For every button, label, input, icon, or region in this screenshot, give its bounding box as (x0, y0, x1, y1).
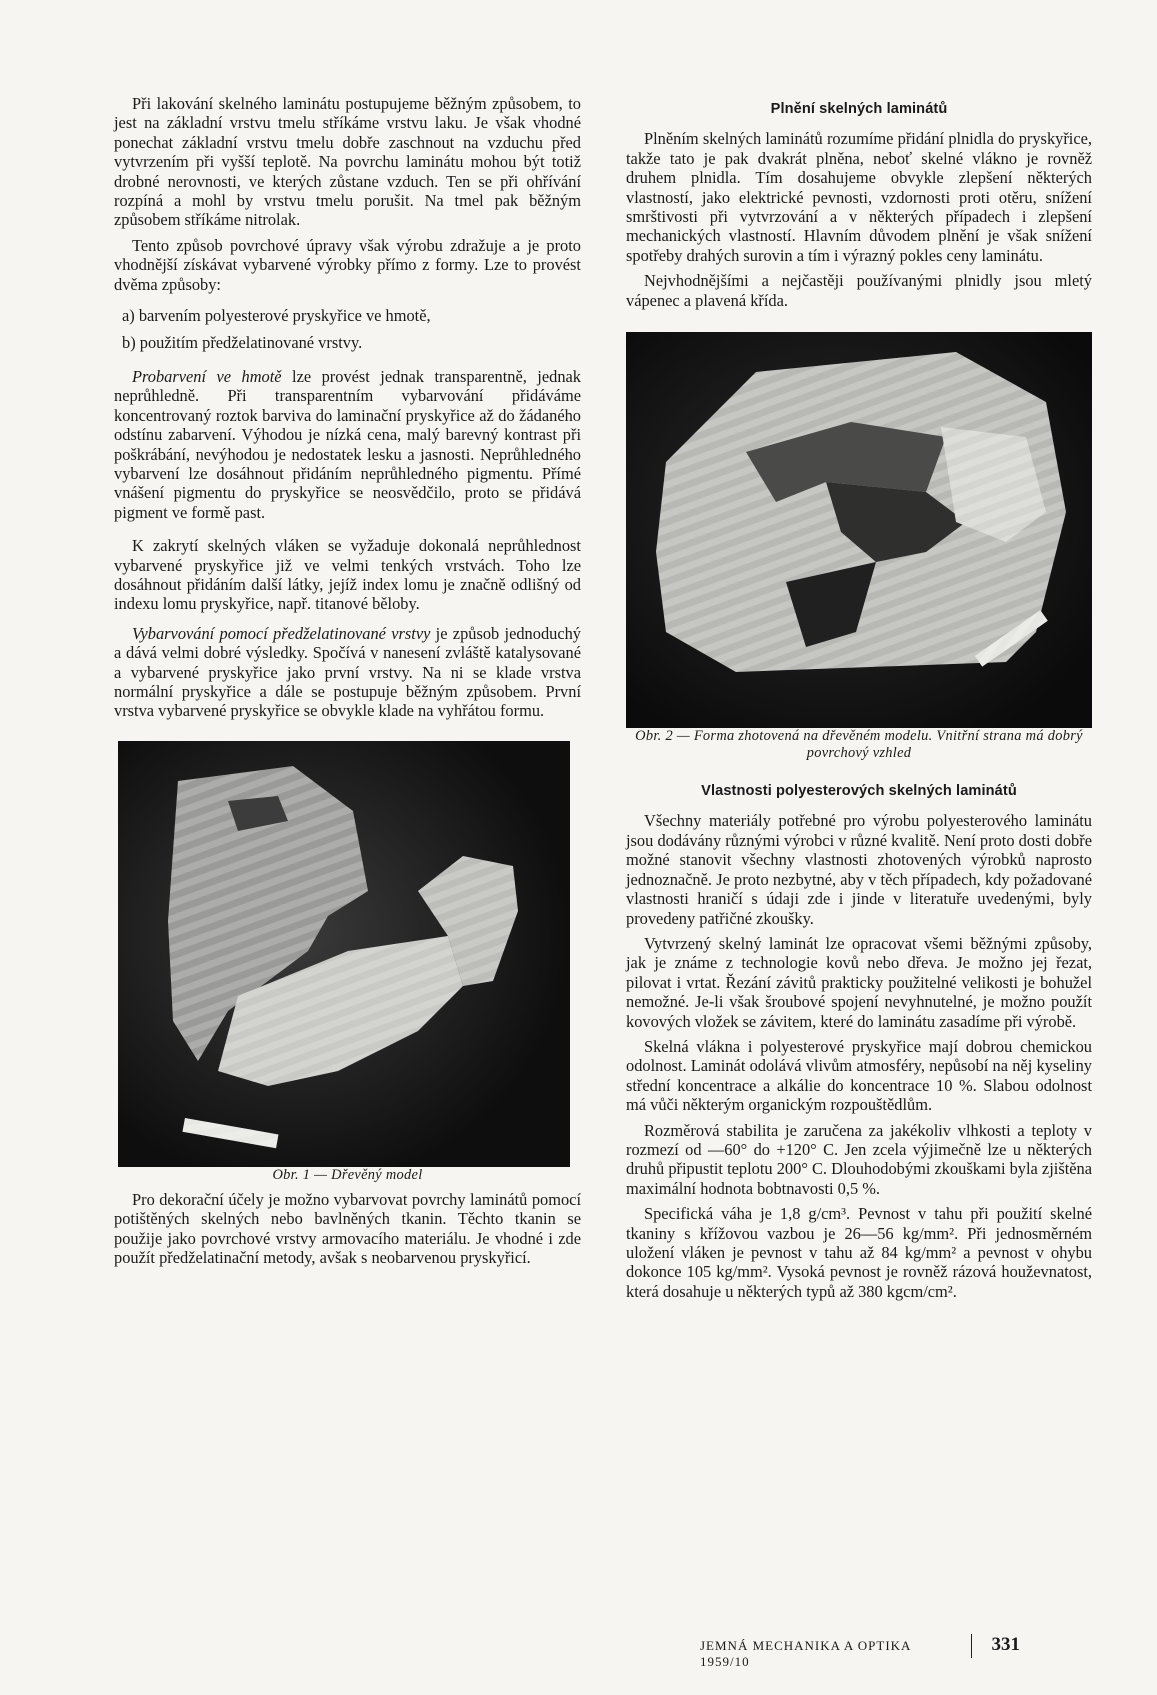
figure-2-mold-photo (626, 332, 1092, 728)
paragraph (114, 624, 581, 721)
paragraph: Všechny materiály potřebné pro výrobu polyesterového laminátu jsou dodávány různými výrobci v různé kvalitě. Není proto dosti dobře možné stanovit všechny vlastnosti zhotovených výrobků naprosto jednoznačně. Je proto nezbytné, aby v těch případech, kdy požadované vlastnosti hraničí s údaji zde i jinde v literatuře uvedenými, byly provedeny patřičné zkoušky. (626, 811, 1092, 928)
journal-title: JEMNÁ MECHANIKA A OPTIKA 1959/10 (700, 1638, 911, 1669)
left-column (114, 94, 581, 1267)
paragraph: Nejvhodnějšími a nejčastěji používanými plnidly jsou mletý vápenec a plavená křída. (626, 271, 1092, 310)
figure-2-caption: Obr. 2 — Forma zhotovená na dřevěném modelu. Vnitřní strana má dobrý povrchový vzhled (635, 728, 1083, 762)
italic-term: Probarvení ve hmotě (132, 366, 282, 386)
figure-1-wooden-model-photo (118, 741, 570, 1167)
footer-divider (971, 1634, 972, 1658)
paragraph (114, 367, 581, 522)
page-footer (700, 1634, 1080, 1669)
paragraph-text: je způsob jednoduchý a dává velmi dobré výsledky. Spočívá v nanesení zvláště katalysované a vybarvené pryskyřice jako první vrstvy. Na ni se klade vrstva normální pryskyřice a dále se postupuje běžným způsobem. První vrstva vybarvené pryskyřice se obvykle klade na vyhřátou formu. (114, 623, 581, 721)
right-column (626, 100, 1092, 1301)
paragraph: Vytvrzený skelný laminát lze opracovat všemi běžnými způsoby, jak je známe z technologie kovů nebo dřeva. Je možno jej řezat, pilovat i vrtat. Řezání závitů prakticky použitelné velikosti je bohužel nemožné. Je-li však šroubové spojení nevyhnutelné, je možno použít kovových vložek se závitem, které do laminátu zasadíme při výrobě. (626, 933, 1092, 1031)
italic-term: Vybarvování pomocí předželatinované vrstvy (132, 623, 431, 643)
page-number: 331 (991, 1634, 1020, 1655)
paragraph: Plněním skelných laminátů rozumíme přidání plnidla do pryskyřice, takže tato je pak dvakrát plněna, neboť skelné vlákno je rovněž druhem plnidla. Tím dosahujeme obvykle zlepšení některých vlastností, jako elektrické pevnosti, vzdornosti proti otěru, snížení smrštivosti při vytvrzování a v některých případech i zlepšení mechanických vlastností. Hlavním důvodem plnění je však snížení spotřeby drahých surovin a tím i výrazný pokles ceny laminátu. (626, 129, 1092, 265)
paragraph: Specifická váha je 1,8 g/cm³. Pevnost v tahu při použití skelné tkaniny s křížovou vazbou je 26—56 kg/mm². Při jednosměrném uložení vláken je pevnost v tahu až 84 kg/mm² a pevnost v ohybu dokonce 105 kg/mm². Vysoká pevnost je rovněž rázová houževnatost, která dosahuje u některých typů až 380 kgcm/cm². (626, 1204, 1092, 1301)
list-item: b) použitím předželatinované vrstvy. (122, 333, 363, 353)
paragraph: Skelná vlákna i polyesterové pryskyřice mají dobrou chemickou odolnost. Laminát odolává vlivům atmosféry, nepůsobí na něj kyseliny střední koncentrace a alkálie do koncentrace 10 %. Slabou odolnost má vůči některým organickým rozpouštědlům. (626, 1036, 1092, 1115)
section-heading: Vlastnosti polyesterových skelných laminátů (701, 783, 1017, 800)
paragraph: Tento způsob povrchové úpravy však výrobu zdražuje a je proto vhodnější získávat vybarvené výrobky přímo z formy. Lze to provést dvěma způsoby: (114, 235, 581, 294)
paragraph: Rozměrová stabilita je zaručena za jakékoliv vlhkosti a teploty v rozmezí od —60° do +120° C. Jen zcela výjimečně lze u některých druhů připustit teplotu 200° C. Dlouhodobými zkouškami byla zjištěna maximální hodnota bobtnavosti 0,5 %. (626, 1120, 1092, 1198)
paragraph: Pro dekorační účely je možno vybarvovat povrchy laminátů pomocí potištěných skelných nebo bavlněných tkanin. Těchto tkanin se použije jako povrchové vrstvy armovacího materiálu. Je vhodné i zde použít předželatinační metody, avšak s neobarvenou pryskyřicí. (114, 1189, 581, 1267)
section-heading: Plnění skelných laminátů (770, 101, 948, 117)
paragraph: Při lakování skelného laminátu postupujeme běžným způsobem, to jest na základní vrstvu tmelu stříkáme vrstvu laku. Je však vhodné ponechat základní vrstvu tmelu dobře zaschnout na vzduchu před vytvrzením při vyšší teplotě. Na povrchu laminátu mohou být totiž drobné nerovnosti, ve kterých zůstane vzduch. Ten se při ohřívání rozpíná a mohl by vrstvu tmelu porušit. Na tmel pak běžným způsobem stříkáme nitrolak. (114, 94, 581, 230)
figure-1-caption: Obr. 1 — Dřevěný model (272, 1166, 423, 1183)
paragraph-text: lze provést jednak transparentně, jednak neprůhledně. Při transparentním vybarvování přidáváme koncentrovaný roztok barviva do laminační pryskyřice až do žádaného odstínu zabarvení. Výhodou je nízká cena, malý barevný kontrast při poškrábání, nevýhodou je nedostatek lesku a jasnosti. Neprůhledného vybarvení lze dosáhnout přidáním neprůhledného pigmentu. Přímé vnášení pigmentu do pryskyřice se neosvědčilo, proto se přidává pigment ve formě past. (114, 366, 581, 522)
list-item: a) barvením polyesterové pryskyřice ve hmotě, (122, 306, 431, 326)
paragraph: K zakrytí skelných vláken se vyžaduje dokonalá neprůhlednost vybarvené pryskyřice již ve velmi tenkých vrstvách. Toho lze dosáhnout přidáním další látky, jejíž index lomu je značně odlišný od indexu lomu pryskyřice, např. titanové běloby. (114, 536, 581, 614)
